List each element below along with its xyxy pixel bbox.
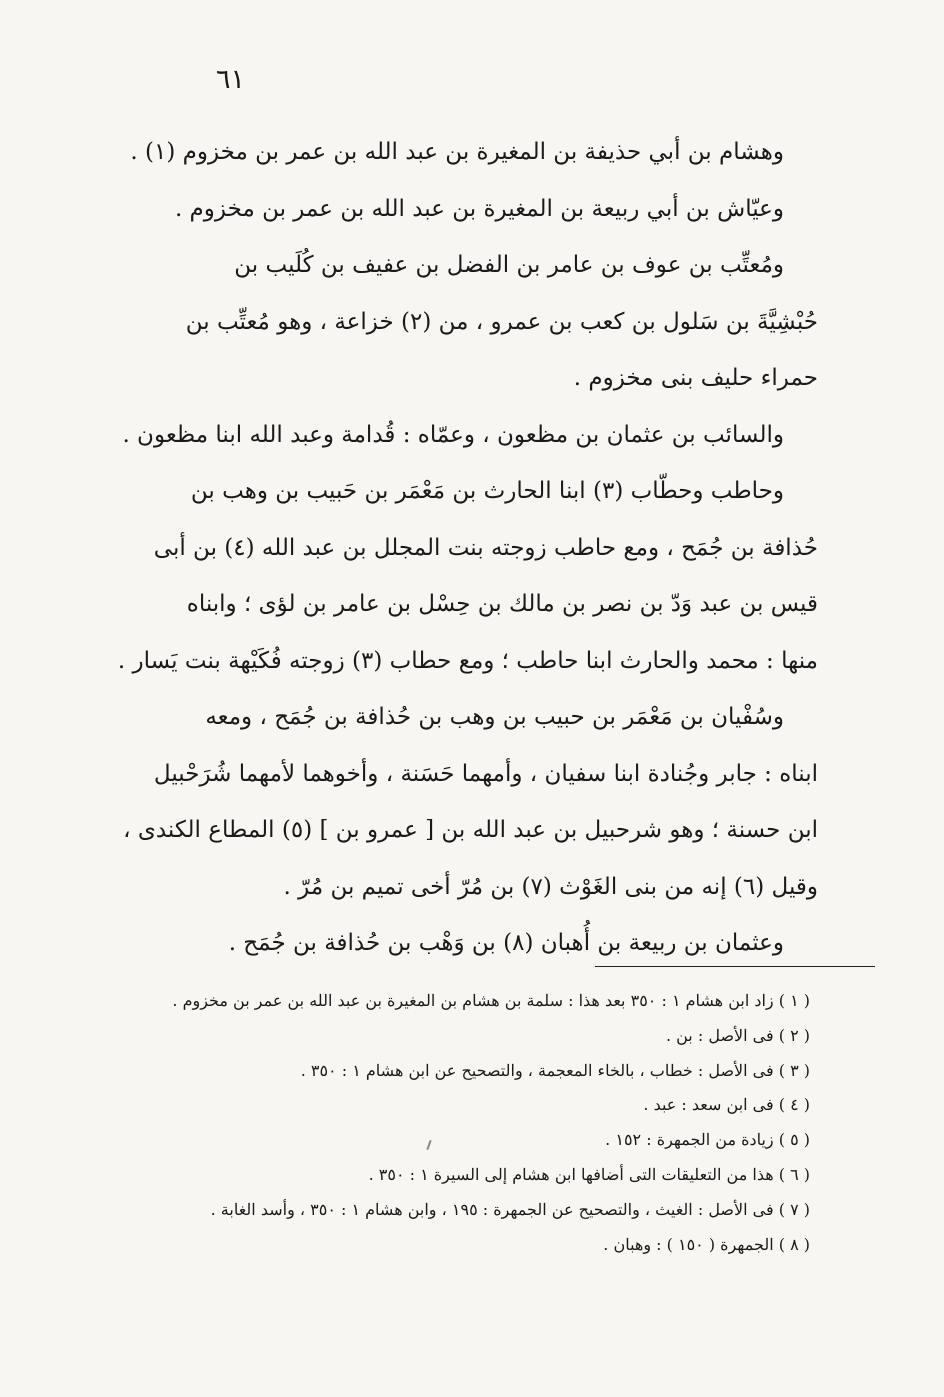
text-line: حمراء حليف بنى مخزوم . (573, 365, 818, 391)
footnote-separator (595, 966, 875, 967)
text-line: ابناه : جابر وجُنادة ابنا سفيان ، وأمهما حَسَنة ، وأخوهما لأمهما شُرَحْبيل (153, 760, 818, 787)
footnote: ( ١ ) زاد ابن هشام ١ : ٣٥٠ بعد هذا : سلمة بن هشام بن المغيرة بن عبد الله بن عمر بن مخزوم . (172, 991, 810, 1010)
text-line: ابن حسنة ؛ وهو شرحبيل بن عبد الله بن [ عمرو بن ] (٥) المطاع الكندى ، (123, 817, 818, 843)
footnote: ( ٦ ) هذا من التعليقات التى أضافها ابن هشام إلى السيرة ١ : ٣٥٠ . (368, 1164, 810, 1184)
text-line: والسائب بن عثمان بن مظعون ، وعمّاه : قُدامة وعبد الله ابنا مظعون . (122, 421, 784, 448)
text-line: وعثمان بن ربيعة بن أُهبان (٨) بن وَهْب بن حُذافة بن جُمَح . (228, 930, 784, 956)
footnote: ( ٥ ) زيادة من الجمهرة : ١٥٢ . (605, 1130, 810, 1150)
page-number: ٦١ (216, 64, 246, 95)
text-line: وعيّاش بن أبي ربيعة بن المغيرة بن عبد الله بن عمر بن مخزوم . (174, 195, 784, 222)
text-line: وسُفْيان بن مَعْمَر بن حبيب بن وهب بن حُذافة بن جُمَح ، ومعه (205, 704, 784, 730)
text-line: وقيل (٦) إنه من بنى الغَوْث (٧) بن مُرّ أخى تميم بن مُرّ . (283, 873, 818, 900)
footnotes-block (170, 984, 810, 1262)
text-line: وحاطب وحطّاب (٣) ابنا الحارث بن مَعْمَر بن حَبيب بن وهب بن (190, 478, 784, 504)
footnote: ( ٢ ) فى الأصل : بن . (665, 1025, 810, 1045)
footnote: ( ٧ ) فى الأصل : الغيث ، والتصحيح عن الجمهرة : ١٩٥ ، وابن هشام ١ : ٣٥٠ ، وأسد الغابة . (210, 1199, 810, 1219)
text-line: وهشام بن أبي حذيفة بن المغيرة بن عبد الله بن عمر بن مخزوم (١) . (130, 139, 784, 165)
main-text-block (117, 124, 818, 972)
footnote: ( ٤ ) فى ابن سعد : عبد . (643, 1095, 810, 1115)
footnote: ( ٣ ) فى الأصل : خطاب ، بالخاء المعجمة ، والتصحيح عن ابن هشام ١ : ٣٥٠ . (300, 1060, 810, 1080)
text-line: حُذافة بن جُمَح ، ومع حاطب زوجته بنت المجلل بن عبد الله (٤) بن أبى (153, 534, 818, 561)
footnote: ( ٨ ) الجمهرة ( ١٥٠ ) : وهبان . (603, 1234, 810, 1254)
text-line: منها : محمد والحارث ابنا حاطب ؛ ومع حطاب (٣) زوجته فُكَيْهة بنت يَسار . (117, 647, 818, 674)
text-line: ومُعتِّب بن عوف بن عامر بن الفضل بن عفيف بن كُلَيب بن (234, 252, 784, 278)
text-line: قيس بن عبد وَدّ بن نصر بن مالك بن حِسْل بن عامر بن لؤى ؛ وابناه (186, 591, 818, 617)
text-line: حُبْشِيَّةَ بن سَلول بن كعب بن عمرو ، من (٢) خزاعة ، وهو مُعتِّب بن (185, 308, 818, 335)
